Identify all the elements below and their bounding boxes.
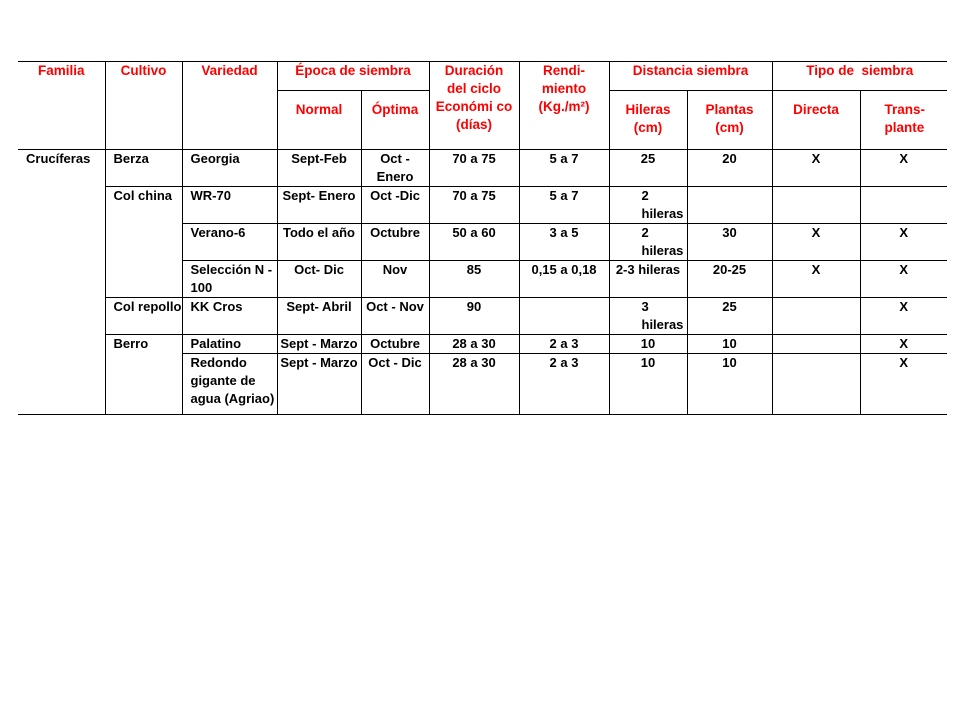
optima-cell: Oct - Enero <box>361 150 429 187</box>
header-hileras: Hileras (cm) <box>609 91 687 150</box>
optima-cell: Oct - Nov <box>361 298 429 335</box>
variedad-cell: Georgia <box>182 150 277 187</box>
rendimiento-cell: 5 a 7 <box>519 150 609 187</box>
duracion-cell: 70 a 75 <box>429 150 519 187</box>
duracion-cell: 50 a 60 <box>429 224 519 261</box>
cultivo-col-china: Col china <box>105 187 182 298</box>
plantas-cell <box>687 187 772 224</box>
duracion-cell: 28 a 30 <box>429 354 519 415</box>
hileras-cell: 10 <box>609 335 687 354</box>
plantas-cell: 20-25 <box>687 261 772 298</box>
header-normal: Normal <box>277 91 361 150</box>
trasplante-cell: X <box>860 354 947 415</box>
header-optima: Óptima <box>361 91 429 150</box>
header-distancia-siembra: Distancia siembra <box>609 62 772 91</box>
hileras-cell: 2 hileras <box>609 224 687 261</box>
header-variedad: Variedad <box>182 62 277 150</box>
duracion-cell: 85 <box>429 261 519 298</box>
directa-cell <box>772 298 860 335</box>
header-rendimiento <box>519 62 609 150</box>
variedad-cell: Selección N - 100 <box>182 261 277 298</box>
normal-cell: Sept-Feb <box>277 150 361 187</box>
cultivo-berza: Berza <box>105 150 182 187</box>
plantas-cell: 25 <box>687 298 772 335</box>
header-epoca-siembra: Época de siembra <box>277 62 429 91</box>
normal-cell: Sept- Abril <box>277 298 361 335</box>
optima-cell: Octubre <box>361 335 429 354</box>
rendimiento-cell: 2 a 3 <box>519 354 609 415</box>
variedad-cell: Palatino <box>182 335 277 354</box>
variedad-cell: WR-70 <box>182 187 277 224</box>
trasplante-cell <box>860 187 947 224</box>
hileras-cell: 10 <box>609 354 687 415</box>
variedad-cell: KK Cros <box>182 298 277 335</box>
normal-cell: Sept - Marzo <box>277 335 361 354</box>
plantas-cell: 20 <box>687 150 772 187</box>
optima-cell: Octubre <box>361 224 429 261</box>
directa-cell <box>772 354 860 415</box>
header-cultivo: Cultivo <box>105 62 182 150</box>
directa-cell <box>772 187 860 224</box>
trasplante-cell: X <box>860 224 947 261</box>
trasplante-cell: X <box>860 335 947 354</box>
normal-cell: Sept - Marzo <box>277 354 361 415</box>
duracion-cell: 70 a 75 <box>429 187 519 224</box>
trasplante-cell: X <box>860 298 947 335</box>
header-familia: Familia <box>18 62 105 150</box>
duracion-cell: 90 <box>429 298 519 335</box>
variedad-cell: Redondo gigante de agua (Agriao) <box>182 354 277 415</box>
optima-cell: Nov <box>361 261 429 298</box>
optima-cell: Oct - Dic <box>361 354 429 415</box>
hileras-cell: 2-3 hileras <box>609 261 687 298</box>
cultivo-col-repollo: Col repollo <box>105 298 182 335</box>
plantas-cell: 10 <box>687 335 772 354</box>
header-tipo-siembra: Tipo de siembra <box>772 62 947 91</box>
rendimiento-cell <box>519 298 609 335</box>
directa-cell: X <box>772 224 860 261</box>
rendimiento-cell: 3 a 5 <box>519 224 609 261</box>
duracion-cell: 28 a 30 <box>429 335 519 354</box>
rendimiento-label: Rendi- miento (Kg./m²) <box>538 63 590 114</box>
rendimiento-cell: 0,15 a 0,18 <box>519 261 609 298</box>
plantas-cell: 10 <box>687 354 772 415</box>
variedad-cell: Verano-6 <box>182 224 277 261</box>
familia-cell: Crucíferas <box>18 150 105 415</box>
trasplante-cell: X <box>860 150 947 187</box>
header-duracion: Duración del ciclo Económi co (días) <box>429 62 519 150</box>
header-directa: Directa <box>772 91 860 150</box>
rendimiento-cell: 5 a 7 <box>519 187 609 224</box>
optima-cell: Oct -Dic <box>361 187 429 224</box>
cultivo-berro: Berro <box>105 335 182 415</box>
directa-cell: X <box>772 150 860 187</box>
normal-cell: Oct- Dic <box>277 261 361 298</box>
header-plantas: Plantas (cm) <box>687 91 772 150</box>
hileras-cell: 2 hileras <box>609 187 687 224</box>
crop-table <box>18 61 947 415</box>
normal-cell: Todo el año <box>277 224 361 261</box>
header-trasplante: Trans- plante <box>860 91 947 150</box>
directa-cell: X <box>772 261 860 298</box>
hileras-cell: 3 hileras <box>609 298 687 335</box>
rendimiento-cell: 2 a 3 <box>519 335 609 354</box>
normal-cell: Sept- Enero <box>277 187 361 224</box>
hileras-cell: 25 <box>609 150 687 187</box>
trasplante-cell: X <box>860 261 947 298</box>
directa-cell <box>772 335 860 354</box>
plantas-cell: 30 <box>687 224 772 261</box>
